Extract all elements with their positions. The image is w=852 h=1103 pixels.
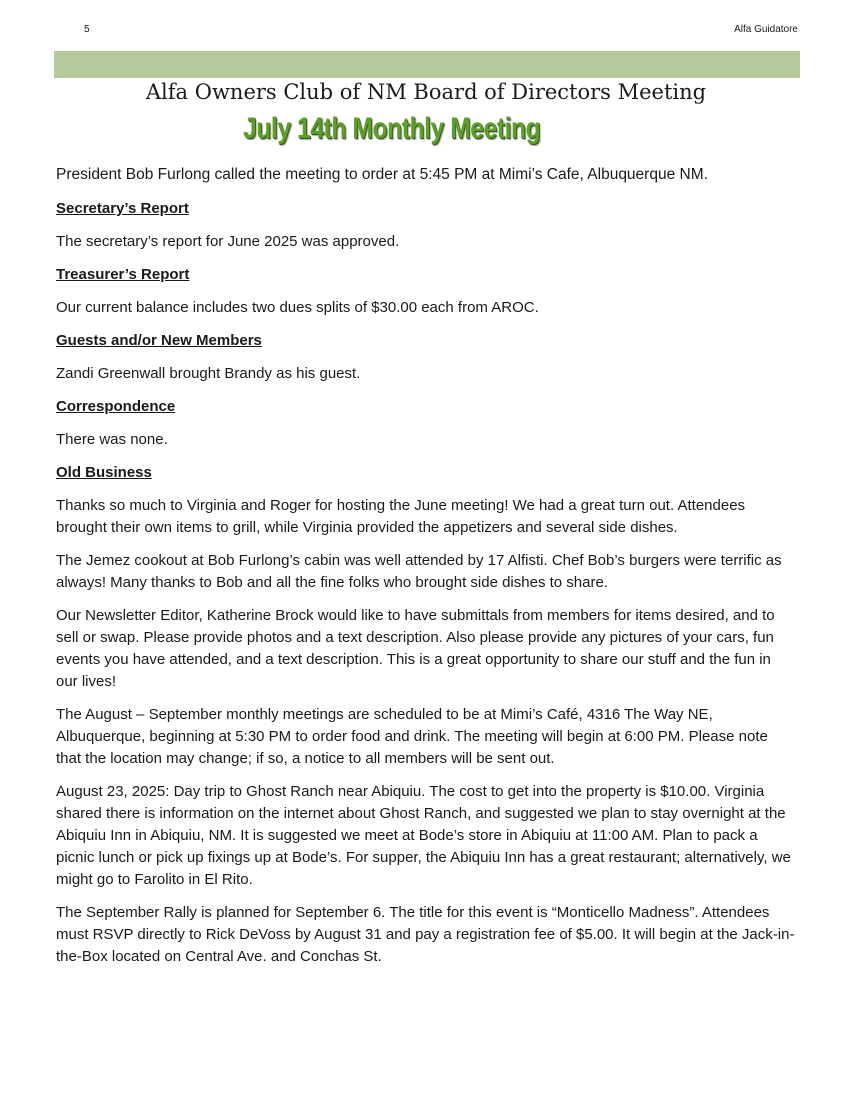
- section-heading-correspondence: Correspondence: [56, 398, 176, 415]
- old-business-paragraph: Our Newsletter Editor, Katherine Brock would like to have submittals from members for items desired, and to sell or swap. Please provide photos and a text description. Also please provide any pictures of your cars, fun events you have attended, and a text description. This is a great opportunity to share our stuff and the fun in our lives!: [56, 607, 775, 690]
- publication-name: Alfa Guidatore: [734, 24, 798, 35]
- intro-paragraph: President Bob Furlong called the meeting to order at 5:45 PM at Mimi’s Cafe, Albuquerque NM.: [56, 166, 708, 183]
- header-band: [54, 51, 800, 78]
- page-number: 5: [84, 24, 90, 35]
- guests-paragraph: Zandi Greenwall brought Brandy as his guest.: [56, 365, 361, 382]
- section-heading-secretary: Secretary’s Report: [56, 200, 189, 217]
- treasurer-paragraph: Our current balance includes two dues splits of $30.00 each from AROC.: [56, 299, 539, 316]
- old-business-paragraph: The August – September monthly meetings are scheduled to be at Mimi’s Café, 4316 The Way NE, Albuquerque, beginning at 5:30 PM to order food and drink. The meeting will begin at 6:00 PM. Please note that the location may change; if so, a notice to all members will be sent out.: [56, 706, 768, 767]
- section-heading-old-business: Old Business: [56, 464, 152, 481]
- secretary-paragraph: The secretary’s report for June 2025 was approved.: [56, 233, 400, 250]
- old-business-paragraph: Thanks so much to Virginia and Roger for hosting the June meeting! We had a great turn out. Attendees brought their own items to grill, while Virginia provided the appetizers and several side dishes.: [56, 497, 746, 536]
- meeting-title: July 14th Monthly Meeting: [243, 112, 541, 145]
- org-title: Alfa Owners Club of NM Board of Directors Meeting: [145, 80, 707, 104]
- section-heading-guests: Guests and/or New Members: [56, 332, 262, 349]
- correspondence-paragraph: There was none.: [56, 431, 168, 448]
- minutes-body: [56, 164, 796, 979]
- section-heading-treasurer: Treasurer’s Report: [56, 266, 190, 283]
- old-business-paragraph: The September Rally is planned for September 6. The title for this event is “Monticello Madness”. Attendees must RSVP directly to Rick DeVoss by August 31 and pay a registration fee of $5.00. It will begin at the Jack-in-the-Box located on Central Ave. and Conchas St.: [56, 904, 795, 965]
- old-business-paragraph: The Jemez cookout at Bob Furlong’s cabin was well attended by 17 Alfisti. Chef Bob’s burgers were terrific as always! Many thanks to Bob and all the fine folks who brought side dishes to share.: [56, 552, 782, 591]
- old-business-paragraph: August 23, 2025: Day trip to Ghost Ranch near Abiquiu. The cost to get into the property is $10.00. Virginia shared there is information on the internet about Ghost Ranch, and suggested we plan to stay overnight at the Abiquiu Inn in Abiquiu, NM. It is suggested we meet at Bode’s store in Abiquiu at 11:00 AM. Plan to pack a picnic lunch or pick up fixings up at Bode’s. For supper, the Abiquiu Inn has a great restaurant; alternatively, we might go to Farolito in El Rito.: [56, 783, 791, 888]
